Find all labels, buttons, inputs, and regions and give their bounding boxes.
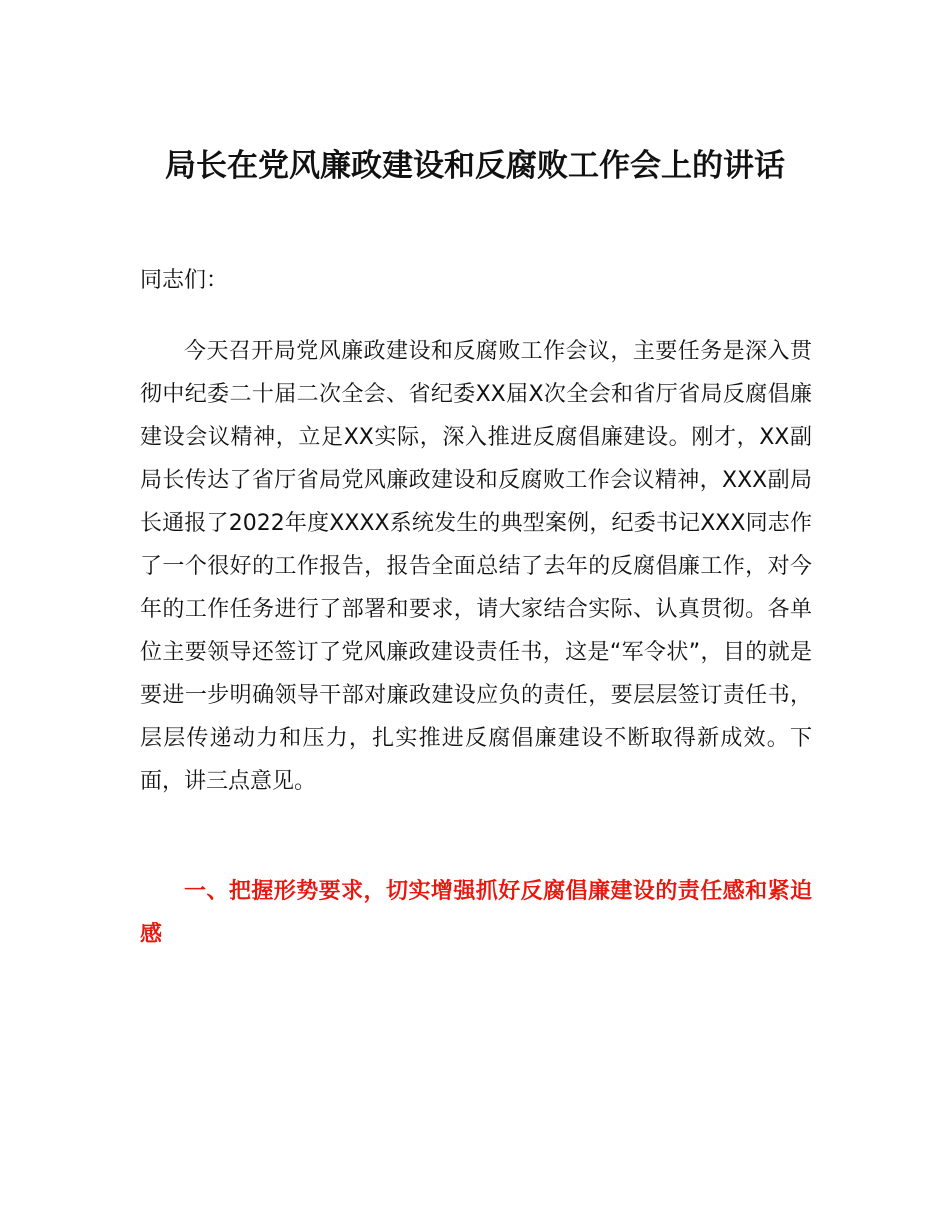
section-heading: 一、把握形势要求，切实增强抓好反腐倡廉建设的责任感和紧迫感 bbox=[140, 879, 812, 947]
salutation: 同志们： bbox=[140, 268, 229, 293]
body-paragraph: 今天召开局党风廉政建设和反腐败工作会议，主要任务是深入贯彻中纪委二十届二次全会、省纪委XX届X次全会和省厅省局反腐倡廉建设会议精神，立足XX实际，深入推进反腐倡廉建设。刚才，XX副局长传达了省厅省局党风廉政建设和反腐败工作会议精神，XXX副局长通报了2022年度XXXX系统发生的典型案例，纪委书记XXX同志作了一个很好的工作报告，报告全面总结了去年的反腐倡廉工作，对今年的工作任务进行了部署和要求，请大家结合实际、认真贯彻。各单位主要领导还签订了党风廉政建设责任书，这是“军令状”，目的就是要进一步明确领导干部对廉政建设应负的责任，要层层签订责任书，层层传递动力和压力，扎实推进反腐倡廉建设不断取得新成效。下面，讲三点意见。 bbox=[140, 339, 812, 794]
document-title: 局长在党风廉政建设和反腐败工作会上的讲话 bbox=[165, 148, 785, 184]
